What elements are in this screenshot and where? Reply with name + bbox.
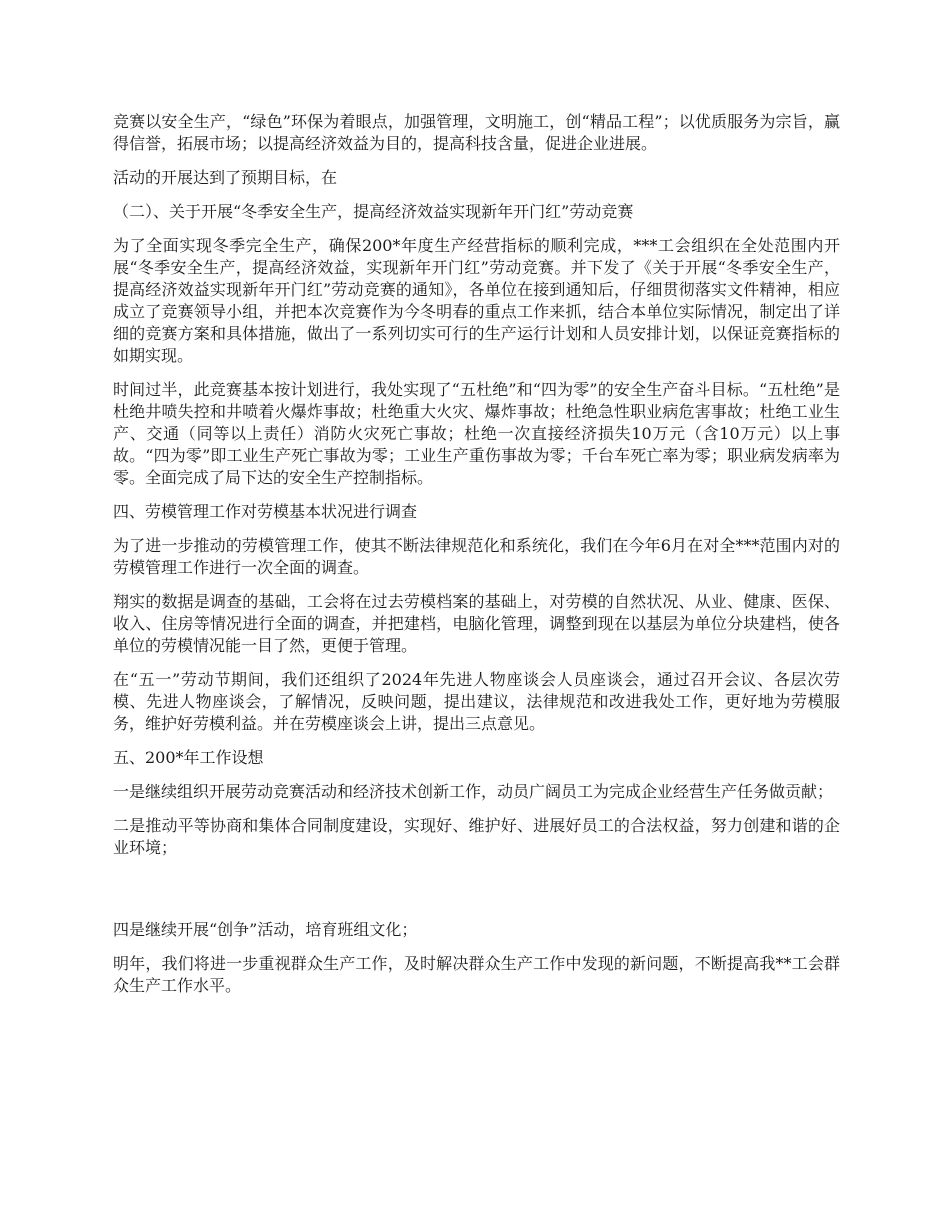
paragraph-plan-item-one: 一是继续组织开展劳动竞赛活动和经济技术创新工作，动员广阔员工为完成企业经营生产任务做贡献； [113, 782, 834, 801]
paragraph-closing: 明年，我们将进一步重视群众生产工作，及时解决群众生产工作中发现的新问题，不断提高我**工会群众生产工作水平。 [113, 954, 840, 995]
paragraph-model-worker-survey: 为了进一步推动的劳模管理工作，使其不断法律规范化和系统化，我们在今年6月在对全***范围内对的劳模管理工作进行一次全面的调查。 [113, 536, 840, 577]
paragraph-plan-item-four: 四是继续开展“创争”活动，培育班组文化； [113, 920, 418, 939]
section-heading-winter-competition: （二）、关于开展“冬季安全生产，提高经济效益实现新年开门红”劳动竞赛 [113, 202, 634, 221]
paragraph-competition-goals: 竞赛以安全生产，“绿色”环保为着眼点，加强管理，文明施工，创“精品工程”；以优质服务为宗旨，赢得信誉，拓展市场；以提高经济效益为目的，提高科技含量，促进企业进展。 [113, 112, 840, 153]
blank-spacer [113, 871, 840, 919]
paragraph-plan-item-two: 二是推动平等协商和集体合同制度建设，实现好、维护好、进展好员工的合法权益，努力创建和谐的企业环境； [113, 816, 840, 857]
paragraph-winter-competition: 为了全面实现冬季完全生产，确保200*年度生产经营指标的顺利完成，***工会组织在全处范围内开展“冬季安全生产，提高经济效益，实现新年开门红”劳动竞赛。并下发了《关于开展“冬季安全生产，提高经济效益实现新年开门红”劳动竞赛的通知》，各单位在接到通知后，仔细贯彻落实文件精神，相应成立了竞赛领导小组，并把本次竞赛作为今冬明春的重点工作来抓，结合本单位实际情况，制定出了详细的竞赛方案和具体措施，做出了一系列切实可行的生产运行计划和人员安排计划，以保证竞赛指标的如期实现。 [113, 236, 840, 365]
paragraph-may-day-forum: 在“五一”劳动节期间，我们还组织了2024年先进人物座谈会人员座谈会，通过召开会议、各层次劳模、先进人物座谈会，了解情况，反映问题，提出建议，法律规范和改进我处工作，更好地为劳模服务，维护好劳模利益。并在劳模座谈会上讲，提出三点意见。 [113, 670, 840, 733]
paragraph-activity-result: 活动的开展达到了预期目标，在 [113, 168, 338, 187]
paragraph-survey-data: 翔实的数据是调查的基础，工会将在过去劳模档案的基础上，对劳模的自然状况、从业、健康、医保、收入、住房等情况进行全面的调查，并把建档，电脑化管理，调整到现在以基层为单位分块建档，使各单位的劳模情况能一目了然，更便于管理。 [113, 592, 840, 655]
document-body [113, 111, 840, 1009]
section-heading-work-plan: 五、200*年工作设想 [113, 748, 264, 767]
paragraph-safety-targets: 时间过半，此竞赛基本按计划进行，我处实现了“五杜绝”和“四为零”的安全生产奋斗目标。“五杜绝”是杜绝井喷失控和井喷着火爆炸事故；杜绝重大火灾、爆炸事故；杜绝急性职业病危害事故；杜绝工业生产、交通（同等以上责任）消防火灾死亡事故；杜绝一次直接经济损失10万元（含10万元）以上事故。“四为零”即工业生产死亡事故为零；工业生产重伤事故为零；千台车死亡率为零；职业病发病率为零。全面完成了局下达的安全生产控制指标。 [113, 380, 840, 487]
section-heading-model-workers: 四、劳模管理工作对劳模基本状况进行调查 [113, 502, 418, 521]
